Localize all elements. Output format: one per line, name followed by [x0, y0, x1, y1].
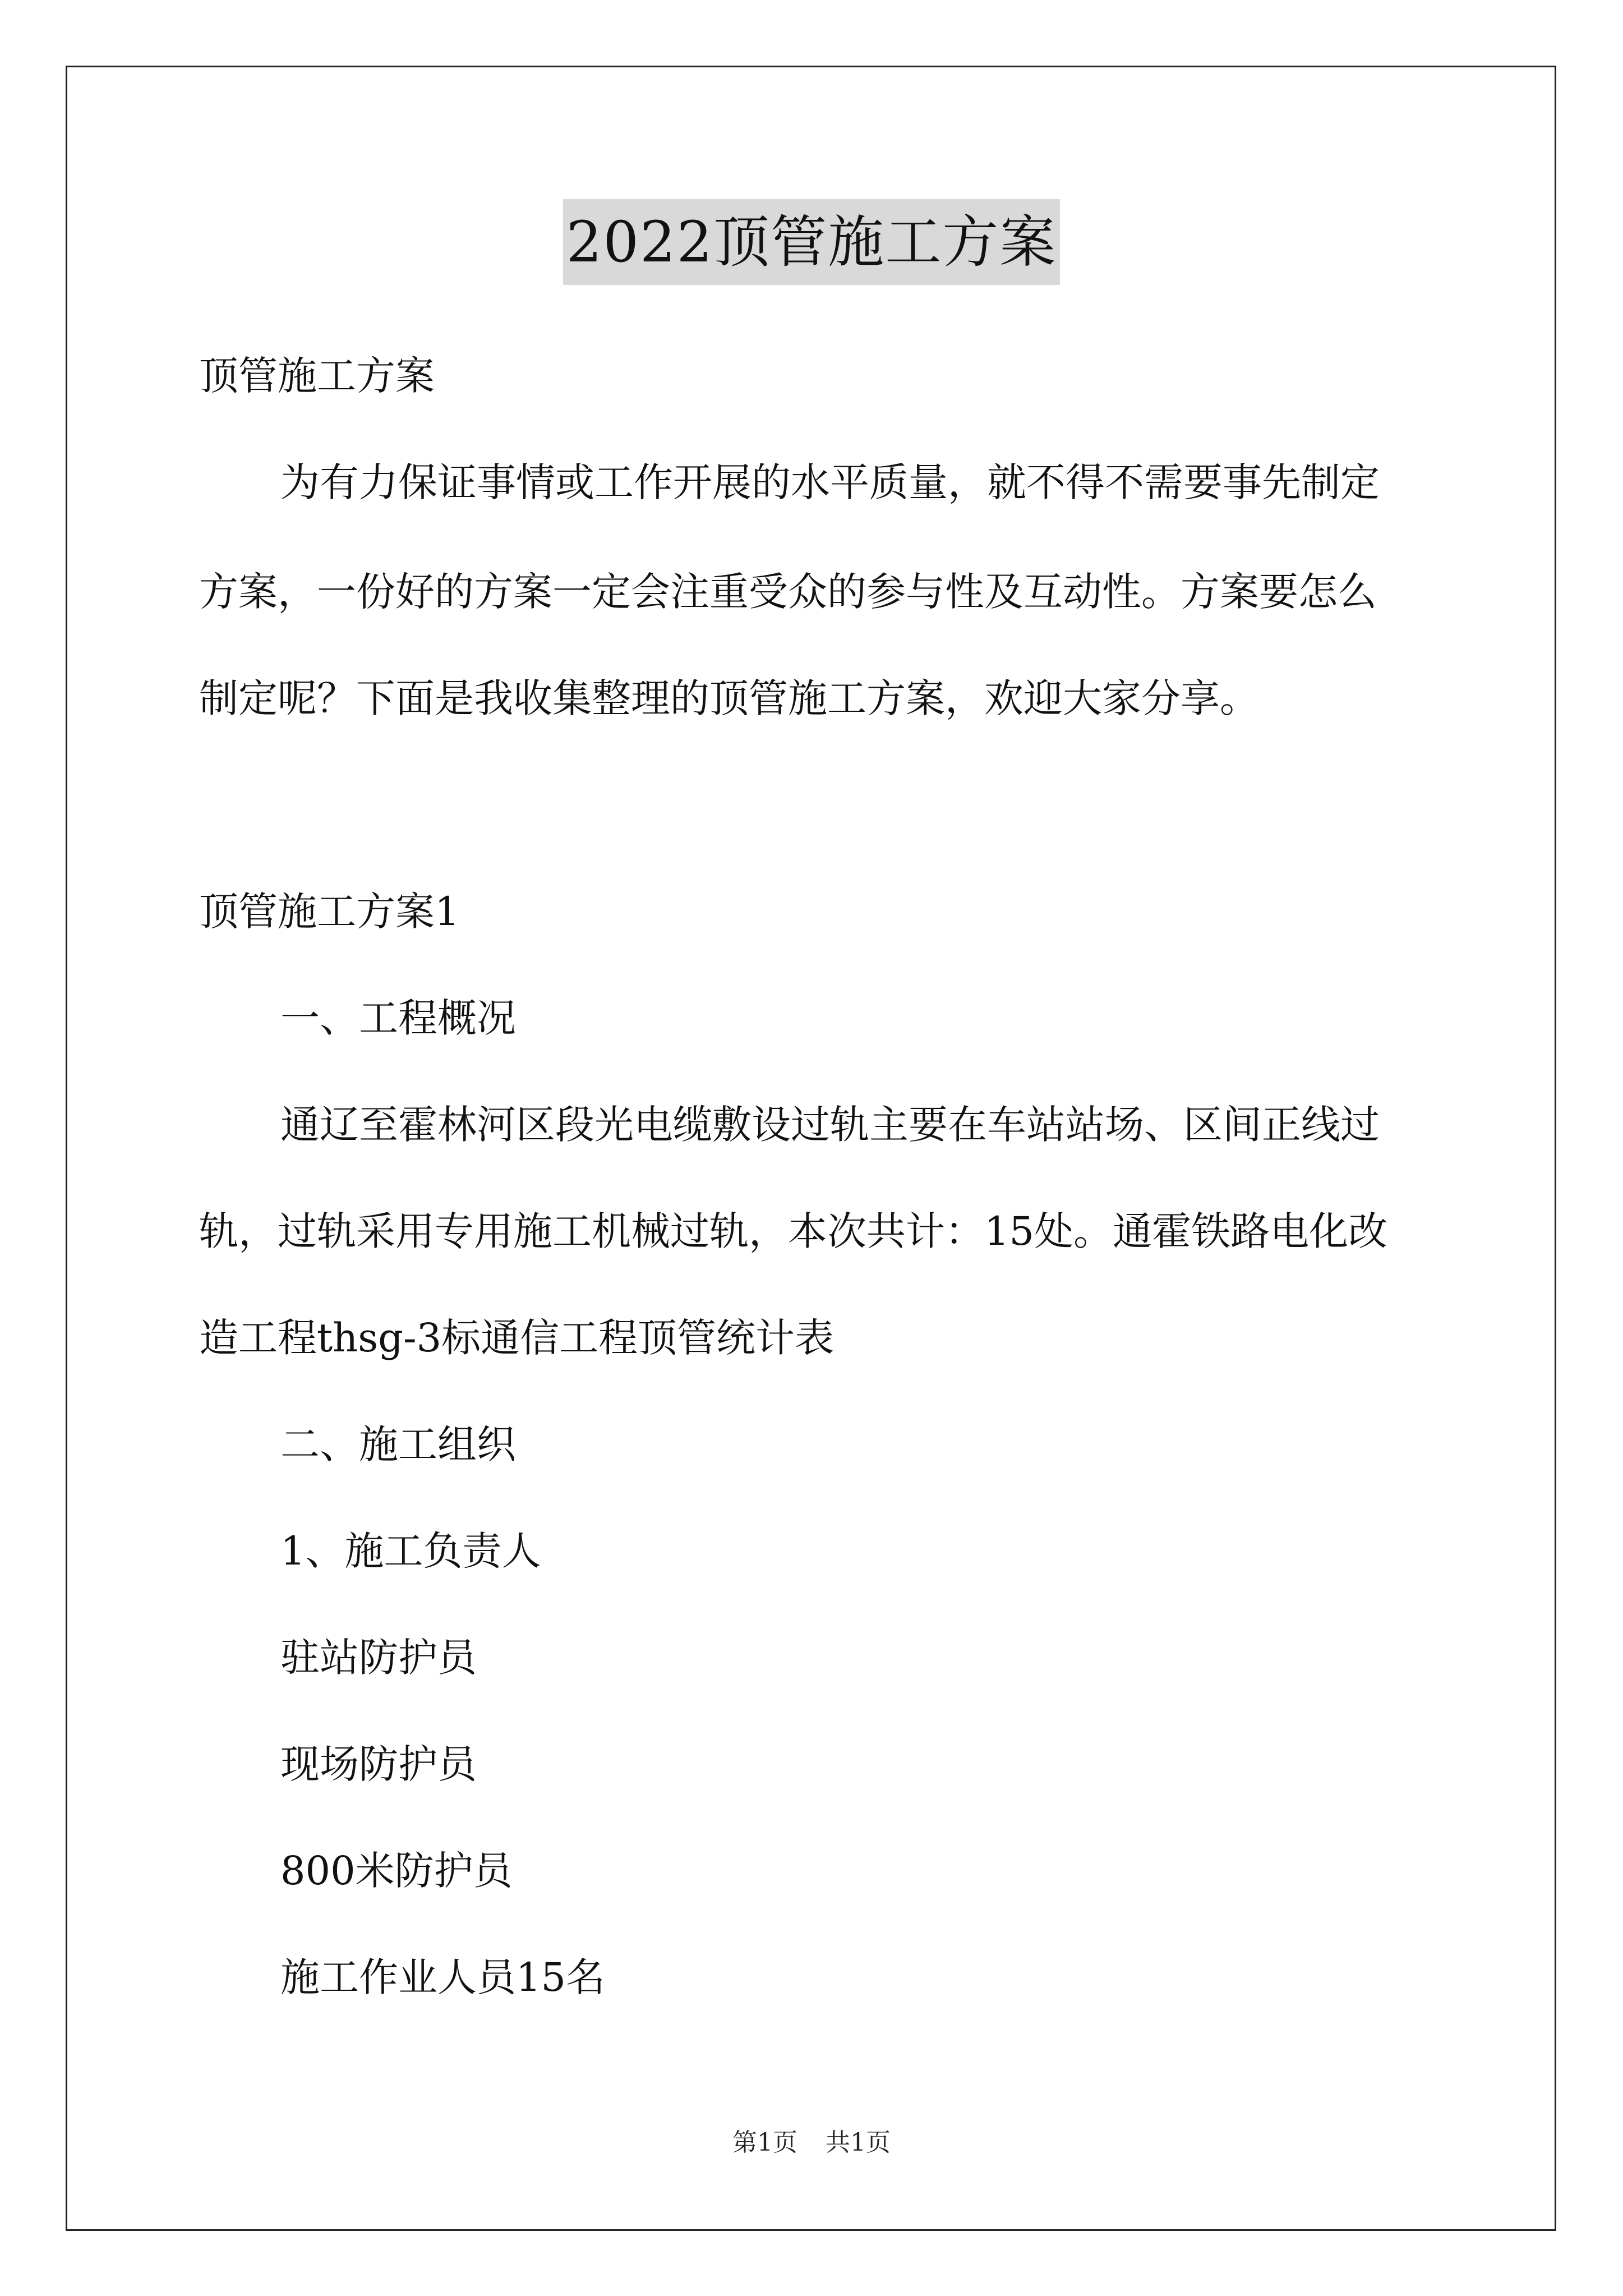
paragraph-line: 通辽至霍林河区段光电缆敷设过轨主要在车站站场、区间正线过: [280, 1102, 1380, 1148]
list-item: 现场防护员: [280, 1741, 477, 1787]
page-number: 第1页: [732, 2128, 797, 2157]
list-item: 800米防护员: [280, 1848, 513, 1894]
section-heading: 顶管施工方案1: [199, 889, 460, 935]
paragraph-line: 造工程thsg-3标通信工程顶管统计表: [199, 1315, 834, 1361]
list-item: 1、施工负责人: [280, 1528, 541, 1574]
section-heading: 顶管施工方案: [199, 353, 435, 399]
document-title: 2022顶管施工方案: [563, 199, 1061, 285]
list-item: 驻站防护员: [280, 1635, 477, 1681]
list-item: 施工作业人员15名: [280, 1954, 606, 2000]
paragraph-line: 制定呢？下面是我收集整理的顶管施工方案，欢迎大家分享。: [199, 675, 1259, 721]
paragraph-line: 为有力保证事情或工作开展的水平质量，就不得不需要事先制定: [280, 459, 1380, 505]
paragraph-line: 方案，一份好的方案一定会注重受众的参与性及互动性。方案要怎么: [199, 569, 1377, 615]
paragraph-line: 轨，过轨采用专用施工机械过轨，本次共计：15处。通霍铁路电化改: [199, 1208, 1388, 1254]
subsection-heading: 二、施工组织: [280, 1421, 516, 1467]
page-footer: [0, 2126, 1623, 2160]
page-total: 共1页: [826, 2128, 891, 2157]
title-container: [0, 199, 1623, 285]
subsection-heading: 一、工程概况: [280, 995, 516, 1041]
